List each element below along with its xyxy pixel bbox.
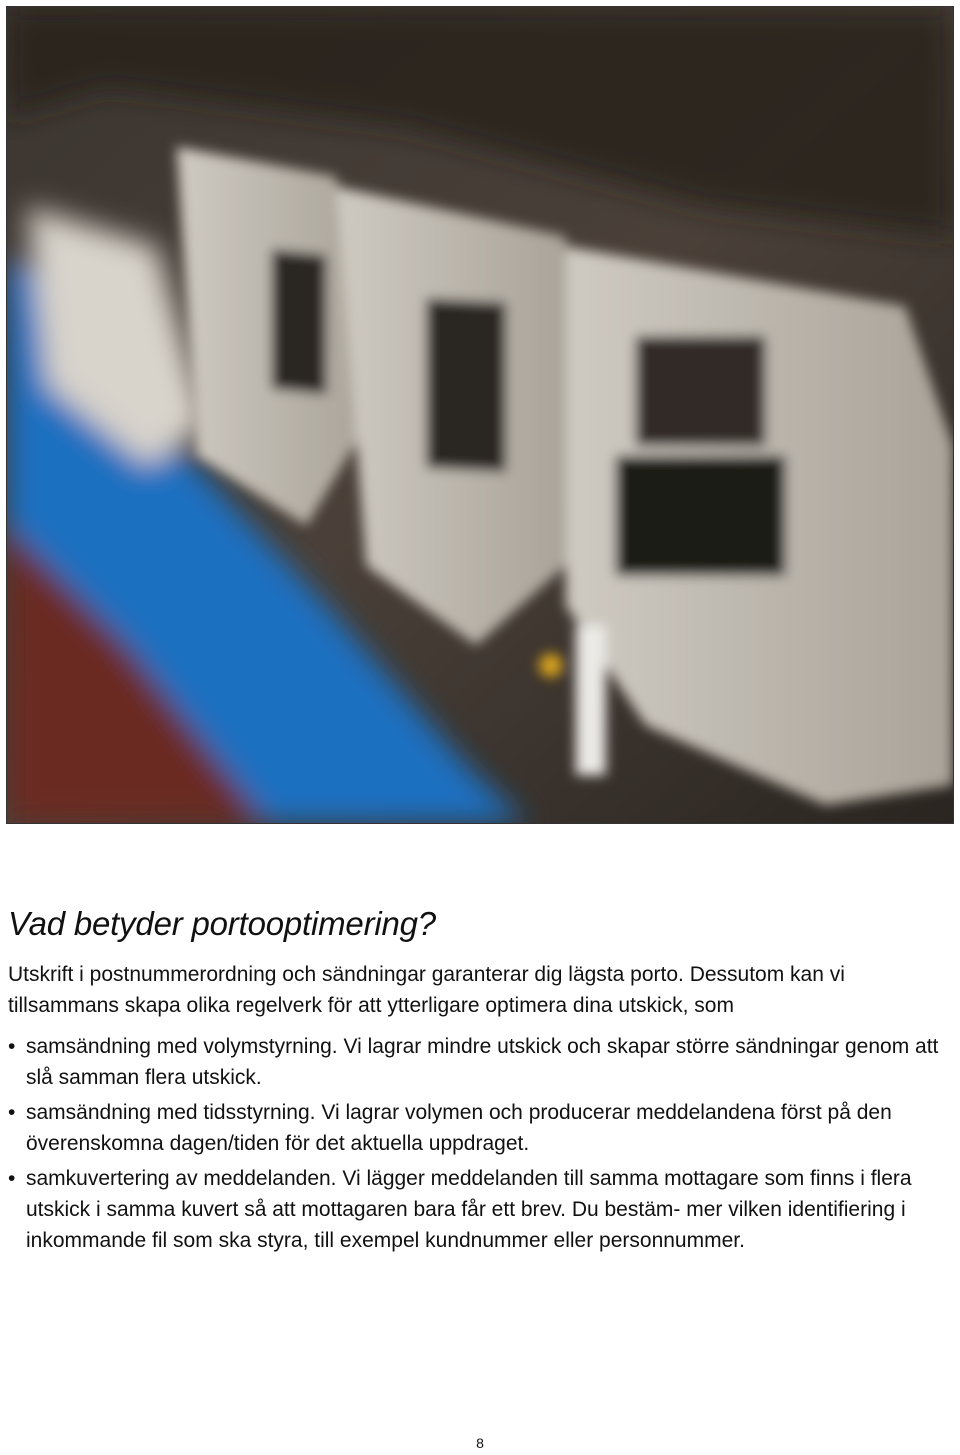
photo-illustration [7, 7, 953, 823]
section-heading: Vad betyder portooptimering? [8, 905, 436, 942]
list-item-text: samsändning med tidsstyrning. Vi lagrar volymen och producerar meddelandena först på den överenskomna dagen/tiden för det aktuella uppdraget. [26, 1101, 892, 1155]
bullet-list [8, 1031, 958, 1256]
bullet-icon: • [8, 1035, 16, 1058]
list-item [8, 1163, 958, 1256]
list-item [8, 1097, 958, 1159]
bullet-icon: • [8, 1101, 16, 1124]
list-item-text: samkuvertering av meddelanden. Vi lägger meddelanden till samma mottagare som finns i flera utskick i samma kuvert så att mottagaren bara får ett brev. Du bestäm- mer vilken identifiering i inkommande fil som ska styra, till exempel kundnummer eller personnummer. [26, 1167, 912, 1252]
motion-blur-printer-photo [6, 6, 954, 824]
bullet-icon: • [8, 1167, 16, 1190]
article-body [8, 905, 958, 1260]
list-item [8, 1031, 958, 1093]
intro-paragraph: Utskrift i postnummerordning och sändningar garanterar dig lägsta porto. Dessutom kan vi tillsammans skapa olika regelverk för att ytterligare optimera dina utskick, som [8, 963, 845, 1017]
page-number: 8 [476, 1435, 484, 1451]
list-item-text: samsändning med volymstyrning. Vi lagrar mindre utskick och skapar större sändningar genom att slå samman flera utskick. [26, 1035, 939, 1089]
